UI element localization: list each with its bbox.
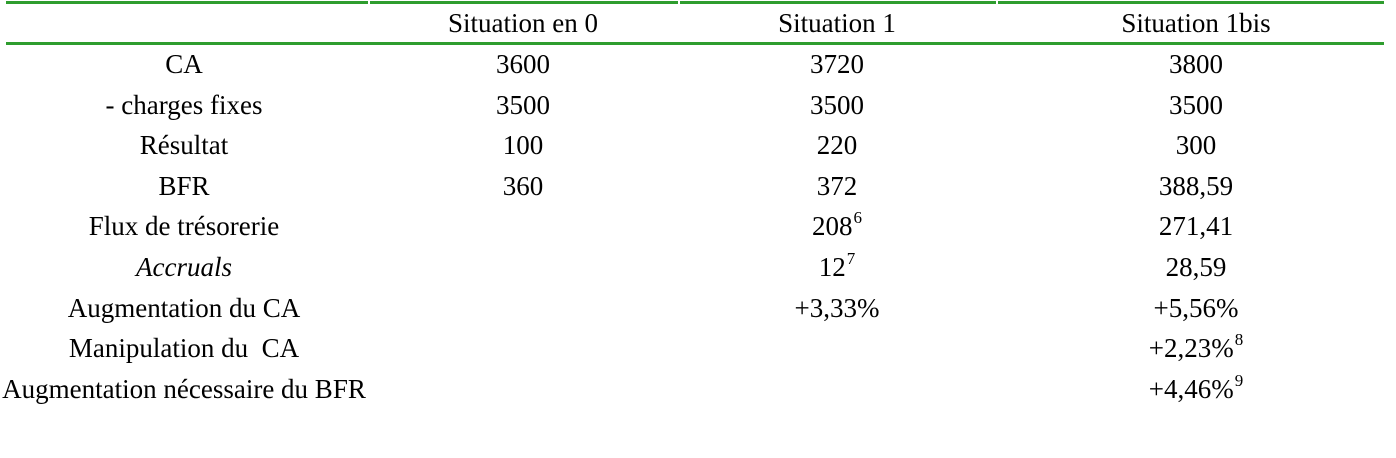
- table-row: [0, 250, 1396, 291]
- cell-situation-0: 100: [502, 130, 544, 161]
- table-row: [0, 331, 1396, 372]
- footnote-ref: 8: [1234, 330, 1244, 350]
- cell-situation-0: [368, 250, 678, 291]
- cell-situation-0: [368, 331, 678, 372]
- cell-situation-0: 3600: [496, 49, 550, 79]
- cell-situation-1: 3500: [810, 89, 864, 120]
- table-top-rule: [6, 1, 1384, 4]
- header-cell-situation-0: Situation en 0: [448, 8, 598, 38]
- table-row: [0, 88, 1396, 129]
- cell-situation-1: [678, 209, 996, 250]
- header-bottom-rule: [6, 42, 1384, 45]
- row-label: Accruals: [136, 251, 232, 282]
- footnote-ref: 7: [846, 248, 856, 268]
- footnote-ref: 9: [1234, 370, 1244, 390]
- cell-situation-0: 360: [502, 170, 544, 201]
- header-cell-label: [0, 6, 368, 40]
- cell-situation-1bis: +5,56%: [1153, 292, 1239, 323]
- row-label: Augmentation nécessaire du BFR: [2, 373, 366, 404]
- cell-situation-1bis: [996, 331, 1396, 372]
- cell-situation-1bis: 388,59: [1158, 170, 1234, 201]
- row-label: - charges fixes: [105, 89, 263, 120]
- table-row: [0, 128, 1396, 169]
- cell-situation-0: 3500: [496, 89, 550, 120]
- cell-value: 208: [812, 211, 853, 242]
- header-cell-situation-1bis: Situation 1bis: [1121, 8, 1271, 38]
- cell-value: +2,23%: [1148, 333, 1234, 364]
- table-row: [0, 209, 1396, 250]
- cell-situation-0: [368, 291, 678, 332]
- table-row: [0, 291, 1396, 332]
- cell-situation-1: [678, 372, 996, 413]
- data-table: [0, 47, 1396, 412]
- cell-situation-1: 3720: [810, 49, 864, 79]
- cell-situation-1: +3,33%: [794, 292, 880, 323]
- cell-situation-1bis: 300: [1175, 130, 1217, 161]
- row-label: CA: [165, 49, 203, 79]
- row-label: Manipulation du CA: [68, 333, 300, 364]
- cell-situation-1bis: 3800: [1169, 49, 1223, 79]
- row-label: Augmentation du CA: [67, 292, 301, 323]
- header-cell-situation-1: Situation 1: [778, 8, 896, 38]
- table-row: [0, 372, 1396, 413]
- cell-situation-1: [678, 331, 996, 372]
- cell-situation-1bis: 3500: [1169, 89, 1223, 120]
- cell-situation-0: [368, 209, 678, 250]
- cell-situation-1bis: [996, 372, 1396, 413]
- cell-value: +4,46%: [1148, 373, 1234, 404]
- cell-situation-1bis: 28,59: [1165, 251, 1227, 282]
- cell-situation-1: [678, 250, 996, 291]
- row-label: BFR: [158, 170, 210, 201]
- cell-value: 12: [818, 251, 846, 282]
- cell-situation-1: 220: [816, 130, 858, 161]
- footnote-ref: 6: [853, 208, 862, 228]
- row-label: Flux de trésorerie: [88, 211, 280, 242]
- cell-situation-0: [368, 372, 678, 413]
- row-label: Résultat: [139, 130, 229, 161]
- cell-situation-1bis: 271,41: [1158, 211, 1234, 242]
- cell-situation-1: 372: [816, 170, 858, 201]
- table-row: [0, 47, 1396, 88]
- table-row: [0, 169, 1396, 210]
